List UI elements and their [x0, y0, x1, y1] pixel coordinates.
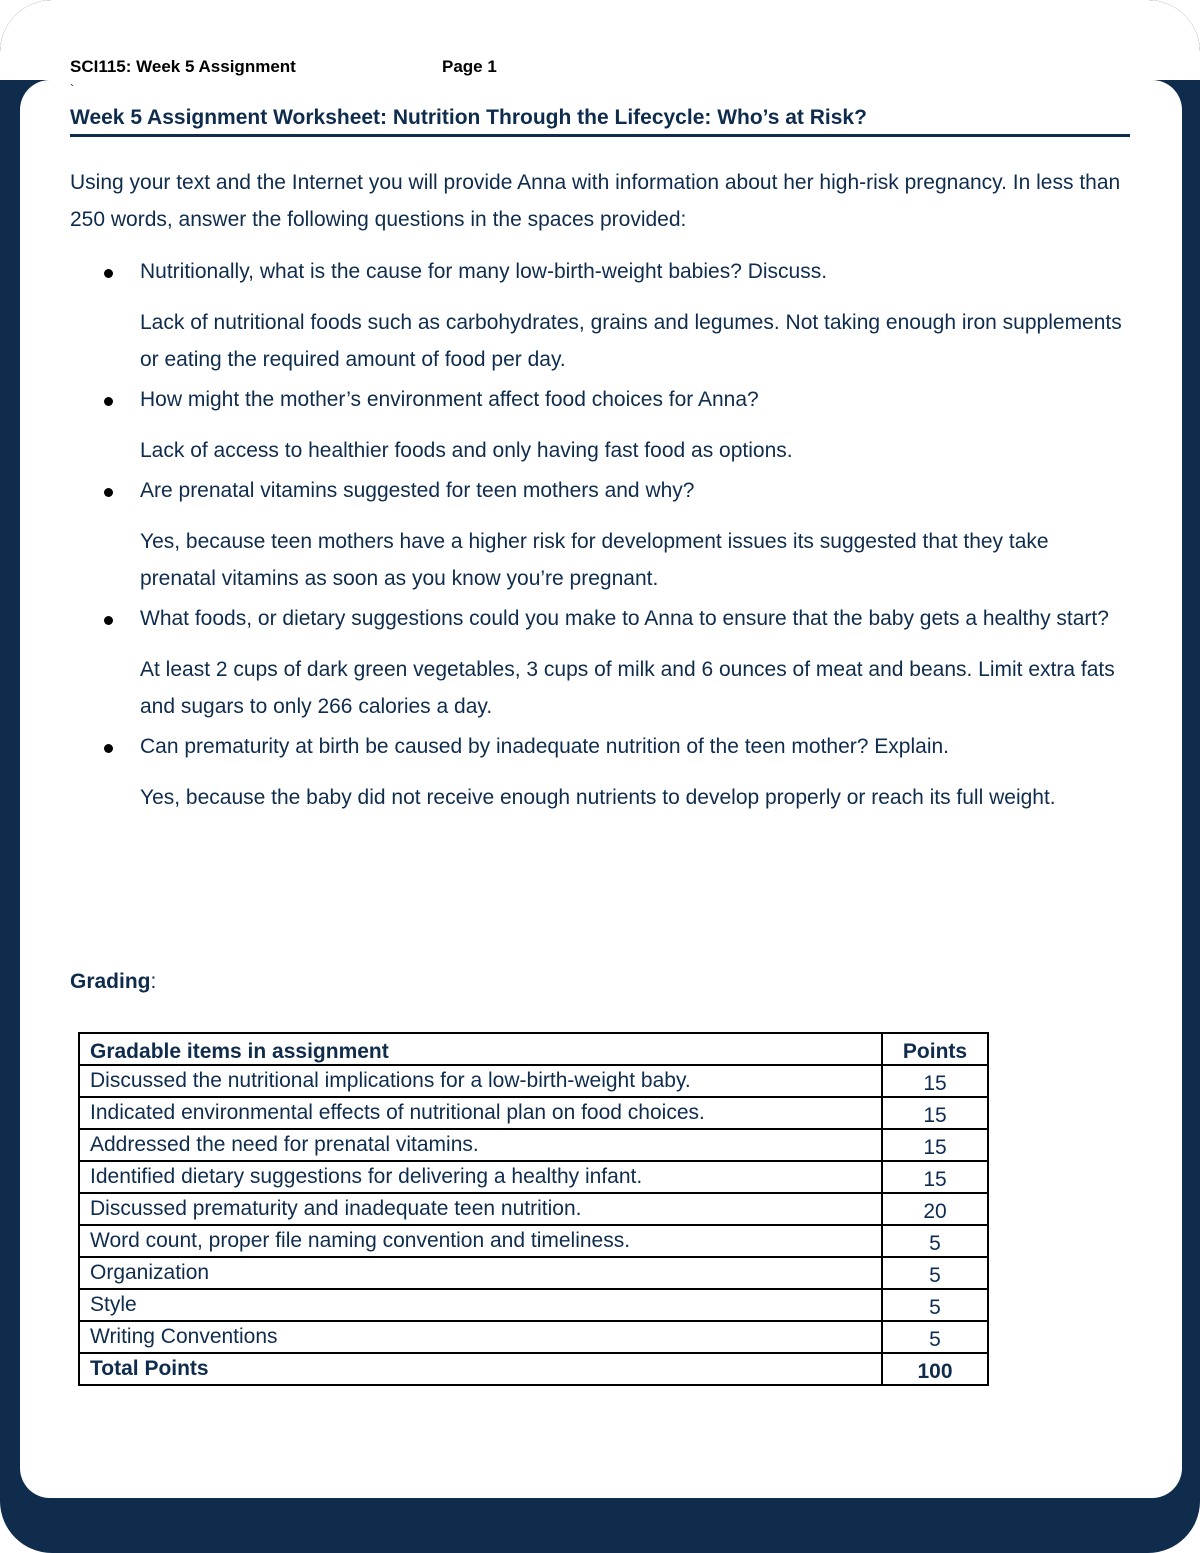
question-item: [70, 258, 1130, 378]
row-points: 15: [882, 1065, 988, 1097]
answer-text: Lack of nutritional foods such as carbohydrates, grains and legumes. Not taking enough iron supplements or eating the required amount of food per day.: [140, 311, 1122, 371]
question-item: [70, 477, 1130, 597]
row-item: Addressed the need for prenatal vitamins.: [79, 1129, 882, 1161]
total-row: [79, 1353, 988, 1385]
document-page: [20, 80, 1182, 1498]
stray-mark: `: [70, 82, 74, 96]
question-text: What foods, or dietary suggestions could you make to Anna to ensure that the baby gets a healthy start?: [140, 607, 1109, 630]
question-item: [70, 386, 1130, 469]
header-course: SCI115: Week 5 Assignment: [70, 57, 296, 76]
question-list: [70, 258, 1130, 824]
row-item: Style: [79, 1289, 882, 1321]
question-text: How might the mother’s environment affect food choices for Anna?: [140, 388, 759, 411]
table-row: [79, 1225, 988, 1257]
table-row: [79, 1161, 988, 1193]
grading-label: Grading: [70, 970, 151, 993]
answer-text: Yes, because teen mothers have a higher risk for development issues its suggested that they take prenatal vitamins as soon as you know you’re pregnant.: [140, 530, 1049, 590]
total-label: Total Points: [79, 1353, 882, 1385]
row-item: Discussed the nutritional implications for a low-birth-weight baby.: [79, 1065, 882, 1097]
row-points: 5: [882, 1225, 988, 1257]
answer-text: At least 2 cups of dark green vegetables, 3 cups of milk and 6 ounces of meat and beans. Limit extra fats and sugars to only 266 calories a day.: [140, 658, 1115, 718]
question-text: Nutritionally, what is the cause for many low-birth-weight babies? Discuss.: [140, 260, 828, 283]
table-header-row: [79, 1033, 988, 1065]
row-item: Identified dietary suggestions for delivering a healthy infant.: [79, 1161, 882, 1193]
grading-colon: :: [150, 970, 157, 993]
table-row: [79, 1321, 988, 1353]
table-row: [79, 1129, 988, 1161]
table-row: [79, 1193, 988, 1225]
row-points: 5: [882, 1321, 988, 1353]
answer-text: Yes, because the baby did not receive enough nutrients to develop properly or reach its full weight.: [140, 786, 1056, 809]
table-row: [79, 1257, 988, 1289]
row-item: Word count, proper file naming convention and timeliness.: [79, 1225, 882, 1257]
table-row: [79, 1097, 988, 1129]
row-item: Discussed prematurity and inadequate teen nutrition.: [79, 1193, 882, 1225]
document-title: Week 5 Assignment Worksheet: Nutrition Through the Lifecycle: Who’s at Risk?: [70, 106, 1130, 137]
question-text: Are prenatal vitamins suggested for teen mothers and why?: [140, 479, 695, 502]
question-text: Can prematurity at birth be caused by inadequate nutrition of the teen mother? Explain.: [140, 735, 949, 758]
bullet-icon: [104, 616, 113, 625]
total-points: 100: [882, 1353, 988, 1385]
header-page-number: Page 1: [442, 57, 497, 76]
question-item: [70, 733, 1130, 816]
row-points: 15: [882, 1097, 988, 1129]
table-row: [79, 1065, 988, 1097]
bullet-icon: [104, 269, 113, 278]
question-item: [70, 605, 1130, 725]
column-header-item: Gradable items in assignment: [79, 1033, 882, 1065]
bullet-icon: [104, 744, 113, 753]
grading-table: [78, 1032, 989, 1386]
grading-heading: [70, 970, 156, 994]
row-points: 15: [882, 1161, 988, 1193]
bullet-icon: [104, 488, 113, 497]
answer-text: Lack of access to healthier foods and only having fast food as options.: [140, 439, 793, 462]
row-points: 15: [882, 1129, 988, 1161]
row-item: Organization: [79, 1257, 882, 1289]
row-item: Writing Conventions: [79, 1321, 882, 1353]
column-header-points: Points: [882, 1033, 988, 1065]
row-points: 5: [882, 1289, 988, 1321]
row-points: 20: [882, 1193, 988, 1225]
bullet-icon: [104, 397, 113, 406]
row-item: Indicated environmental effects of nutritional plan on food choices.: [79, 1097, 882, 1129]
table-row: [79, 1289, 988, 1321]
row-points: 5: [882, 1257, 988, 1289]
intro-paragraph: Using your text and the Internet you will provide Anna with information about her high-risk pregnancy. In less than 250 words, answer the following questions in the spaces provided:: [70, 171, 1121, 231]
